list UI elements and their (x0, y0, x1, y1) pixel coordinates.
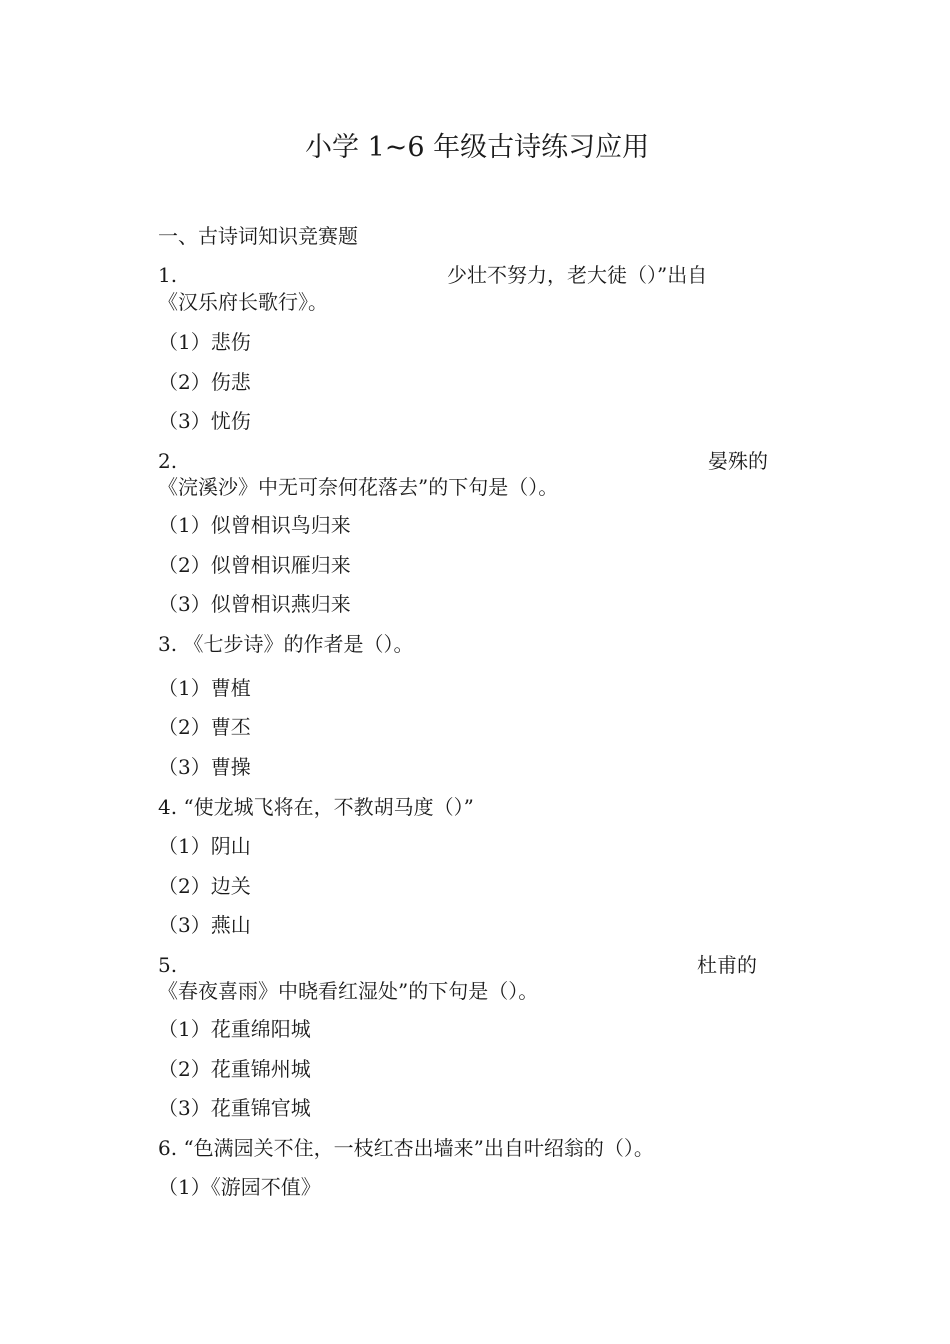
question-5-option-2: （2）花重锦州城 (158, 1057, 311, 1081)
question-4-stem: 4. “使龙城飞将在，不教胡马度（）” (158, 795, 474, 819)
question-1-number: 1. (158, 263, 178, 287)
question-3-option-1: （1）曹植 (158, 676, 251, 700)
question-2-number: 2. (158, 449, 178, 473)
question-4-option-2: （2）边关 (158, 874, 251, 898)
question-1-stem: 少壮不努力，老大徒（）”出自 (447, 263, 708, 287)
question-1-stem-cont: 《汉乐府长歌行》。 (158, 290, 328, 314)
question-2-option-1: （1）似曾相识鸟归来 (158, 513, 351, 537)
question-1-option-3: （3）忧伤 (158, 409, 251, 433)
question-3-stem: 3. 《七步诗》的作者是（）。 (158, 632, 414, 656)
question-3-option-3: （3）曹操 (158, 755, 251, 779)
question-6-stem: 6. “色满园关不住，一枝红杏出墙来”出自叶绍翁的（）。 (158, 1136, 654, 1160)
question-1-option-1: （1）悲伤 (158, 330, 251, 354)
question-5-stem: 杜甫的 (697, 953, 757, 977)
question-4-option-3: （3）燕山 (158, 913, 251, 937)
question-4-option-1: （1）阴山 (158, 834, 251, 858)
question-3-option-2: （2）曹丕 (158, 715, 251, 739)
document-title: 小学 1~6 年级古诗练习应用 (305, 132, 650, 163)
question-6-option-1: （1）《游园不值》 (158, 1175, 321, 1199)
question-1-option-2: （2）伤悲 (158, 370, 251, 394)
section-heading: 一、古诗词知识竞赛题 (158, 224, 358, 248)
question-5-stem-cont: 《春夜喜雨》中晓看红湿处”的下句是（）。 (158, 979, 539, 1003)
question-2-stem-cont: 《浣溪沙》中无可奈何花落去”的下句是（）。 (158, 475, 559, 499)
question-5-number: 5. (158, 953, 178, 977)
question-2-option-2: （2）似曾相识雁归来 (158, 553, 351, 577)
question-5-option-1: （1）花重绵阳城 (158, 1017, 311, 1041)
question-5-option-3: （3）花重锦官城 (158, 1096, 311, 1120)
question-2-option-3: （3）似曾相识燕归来 (158, 592, 351, 616)
question-2-stem: 晏殊的 (708, 449, 768, 473)
